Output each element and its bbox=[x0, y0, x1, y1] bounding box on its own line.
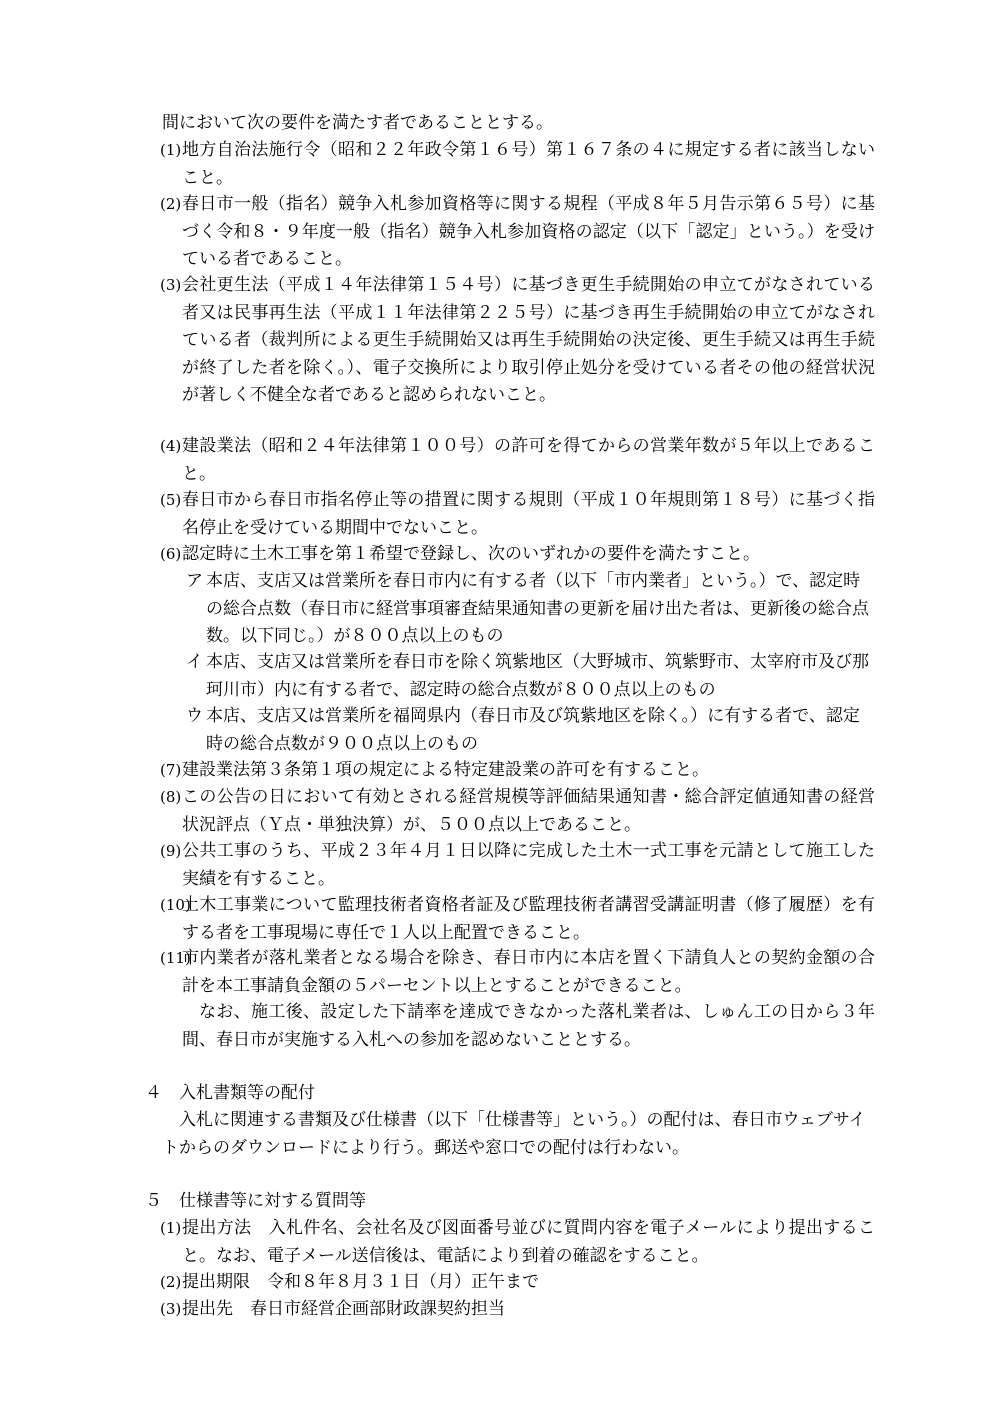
sub-item-mark: イ bbox=[186, 652, 203, 672]
sub-requirement-item bbox=[186, 649, 876, 704]
requirement-item bbox=[160, 757, 875, 785]
item-text: 公共工事のうち、平成２３年４月１日以降に完成した土木一式工事を元請として施工した実績を有すること。 bbox=[182, 841, 875, 889]
requirement-item bbox=[160, 541, 875, 569]
requirement-item bbox=[160, 945, 875, 1000]
sub-item-text: 本店、支店又は営業所を福岡県内（春日市及び筑紫地区を除く。）に有する者で、認定時の総合点数が９００点以上のもの bbox=[206, 706, 860, 754]
item-number: (6) bbox=[160, 545, 182, 563]
sub-item-mark: ウ bbox=[186, 706, 203, 726]
sub-item-text: 本店、支店又は営業所を春日市を除く筑紫地区（大野城市、筑紫野市、太宰府市及び那珂川市）内に有する者で、認定時の総合点数が８００点以上のもの bbox=[206, 652, 869, 700]
item-number: (2) bbox=[160, 1273, 182, 1291]
requirement-item bbox=[160, 137, 875, 192]
question-item bbox=[160, 1296, 875, 1324]
item-number: (3) bbox=[160, 276, 182, 294]
item-text: 認定時に土木工事を第１希望で登録し、次のいずれかの要件を満たすこと。 bbox=[182, 544, 760, 564]
item-number: (3) bbox=[160, 1300, 182, 1318]
section-heading: ４ 入札書類等の配付 bbox=[145, 1083, 315, 1103]
sub-requirement-item bbox=[186, 703, 876, 758]
item-text: 市内業者が落札業者となる場合を除き、春日市内に本店を置く下請負人との契約金額の合計を本工事請負金額の５パーセント以上とすることができること。 bbox=[182, 948, 875, 996]
item-text: 提出期限 令和８年８月３１日（月）正午まで bbox=[182, 1272, 539, 1292]
question-item bbox=[160, 1269, 875, 1297]
item-number: (10) bbox=[160, 896, 191, 914]
sub-item-mark: ア bbox=[186, 571, 203, 591]
item-text: 建設業法（昭和２４年法律第１００号）の許可を得てからの営業年数が５年以上であること。 bbox=[182, 436, 875, 484]
sub-requirement-item bbox=[186, 568, 876, 651]
item-text: 提出方法 入札件名、会社名及び図面番号並びに質問内容を電子メールにより提出すること。なお、電子メール送信後は、電話により到着の確認をすること。 bbox=[182, 1218, 875, 1266]
item-text: この公告の日において有効とされる経営規模等評価結果通知書・総合評定値通知書の経営状況評点（Ｙ点・単独決算）が、５００点以上であること。 bbox=[182, 787, 875, 835]
item-text: 建設業法第３条第１項の規定による特定建設業の許可を有すること。 bbox=[182, 760, 709, 780]
requirement-item bbox=[160, 433, 875, 488]
item-number: (11) bbox=[160, 949, 191, 967]
requirement-item bbox=[160, 487, 875, 542]
item-text: 春日市から春日市指名停止等の措置に関する規則（平成１０年規則第１８号）に基づく指名停止を受けている期間中でないこと。 bbox=[182, 490, 875, 538]
section-heading: ５ 仕様書等に対する質問等 bbox=[145, 1191, 366, 1211]
item-number: (8) bbox=[160, 788, 182, 806]
item-number: (4) bbox=[160, 437, 182, 455]
section-paragraph: 入札に関連する書類及び仕様書（以下「仕様書等」という。）の配付は、春日市ウェブサイトからのダウンロードにより行う。郵送や窓口での配付は行わない。 bbox=[162, 1110, 866, 1158]
intro-line: 間において次の要件を満たす者であることとする。 bbox=[162, 113, 553, 133]
item-text: 提出先 春日市経営企画部財政課契約担当 bbox=[182, 1299, 505, 1319]
note-text: なお、施工後、設定した下請率を達成できなかった落札業者は、しゅん工の日から３年間、春日市が実施する入札への参加を認めないこととする。 bbox=[182, 1002, 875, 1050]
requirement-item bbox=[160, 892, 875, 947]
question-item bbox=[160, 1215, 875, 1270]
requirement-item bbox=[160, 191, 875, 274]
item-number: (2) bbox=[160, 195, 182, 213]
requirement-item bbox=[160, 272, 875, 410]
item-text: 会社更生法（平成１４年法律第１５４号）に基づき更生手続開始の申立てがなされている者又は民事再生法（平成１１年法律第２２５号）に基づき再生手続開始の申立てがなされている者（裁判所による更生手続開始又は再生手続開始の決定後、更生手続又は再生手続が終了した者を除く。）、電子交換所により取引停止処分を受けている者その他の経営状況が著しく不健全な者であると認められないこと。 bbox=[182, 275, 875, 405]
item-number: (7) bbox=[160, 761, 182, 779]
item-text: 土木工事業について監理技術者資格者証及び監理技術者講習受講証明書（修了履歴）を有する者を工事現場に専任で１人以上配置できること。 bbox=[182, 895, 875, 943]
sub-item-text: 本店、支店又は営業所を春日市内に有する者（以下「市内業者」という。）で、認定時の総合点数（春日市に経営事項審査結果通知書の更新を届け出た者は、更新後の総合点数。以下同じ。）が８００点以上のもの bbox=[206, 571, 869, 646]
item-number: (1) bbox=[160, 141, 182, 159]
item-number: (5) bbox=[160, 491, 182, 509]
item-text: 春日市一般（指名）競争入札参加資格等に関する規程（平成８年５月告示第６５号）に基づく令和８・９年度一般（指名）競争入札参加資格の認定（以下「認定」という。）を受けている者であること。 bbox=[182, 194, 875, 269]
item-text: 地方自治法施行令（昭和２２年政令第１６号）第１６７条の４に規定する者に該当しないこと。 bbox=[182, 140, 875, 188]
item-number: (9) bbox=[160, 842, 182, 860]
note-paragraph bbox=[160, 999, 875, 1054]
requirement-item bbox=[160, 784, 875, 839]
requirement-item bbox=[160, 838, 875, 893]
item-number: (1) bbox=[160, 1219, 182, 1237]
